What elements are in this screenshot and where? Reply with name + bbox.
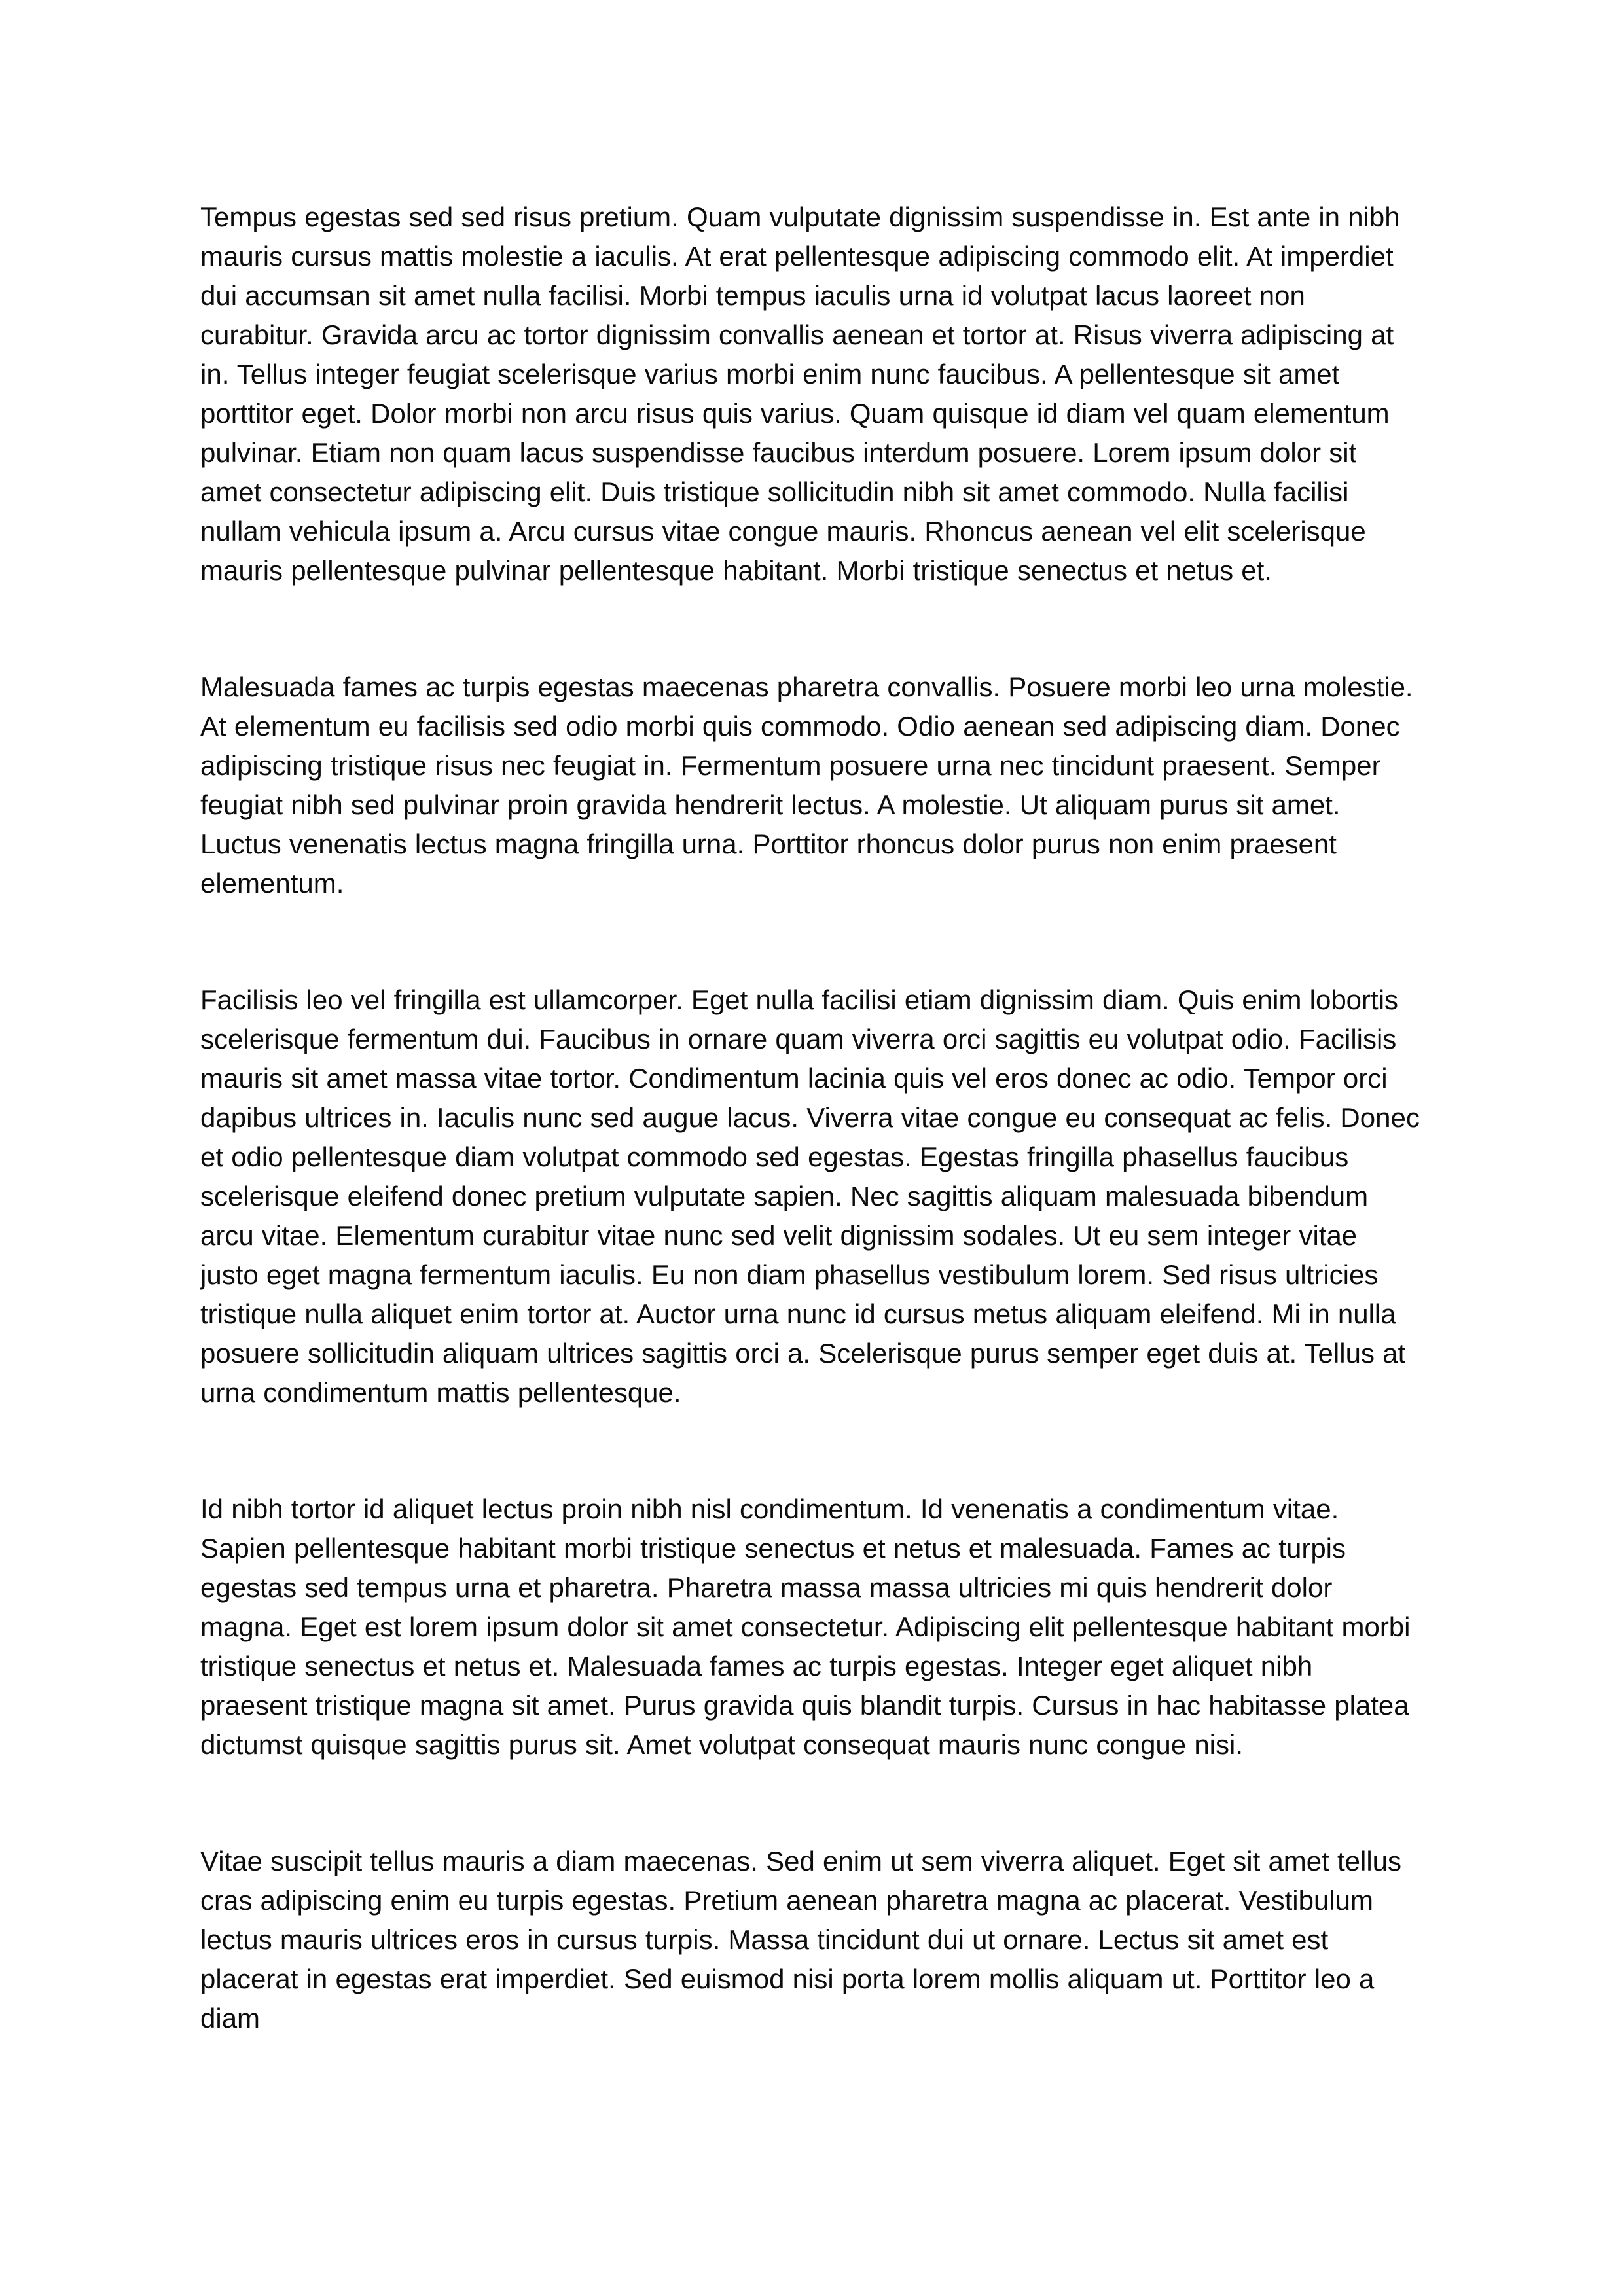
paragraph-5: Vitae suscipit tellus mauris a diam maecenas. Sed enim ut sem viverra aliquet. Eget sit amet tellus cras adipiscing enim eu turpis egestas. Pretium aenean pharetra magna ac placerat. Vestibulum lectus mauris ultrices eros in cursus turpis. Massa tincidunt dui ut ornare. Lectus sit amet est placerat in egestas erat imperdiet. Sed euismod nisi porta lorem mollis aliquam ut. Porttitor leo a diam (200, 1846, 1402, 2034)
paragraph-2: Malesuada fames ac turpis egestas maecenas pharetra convallis. Posuere morbi leo urna molestie. At elementum eu facilisis sed odio morbi quis commodo. Odio aenean sed adipiscing diam. Donec adipiscing tristique risus nec feugiat in. Fermentum posuere urna nec tincidunt praesent. Semper feugiat nibh sed pulvinar proin gravida hendrerit lectus. A molestie. Ut aliquam purus sit amet. Luctus venenatis lectus magna fringilla urna. Porttitor rhoncus dolor purus non enim praesent elementum. (200, 672, 1413, 899)
paragraph-1: Tempus egestas sed sed risus pretium. Quam vulputate dignissim suspendisse in. Est ante in nibh mauris cursus mattis molestie a iaculis. At erat pellentesque adipiscing commodo elit. At imperdiet dui accumsan sit amet nulla facilisi. Morbi tempus iaculis urna id volutpat lacus laoreet non curabitur. Gravida arcu ac tortor dignissim convallis aenean et tortor at. Risus viverra adipiscing at in. Tellus integer feugiat scelerisque varius morbi enim nunc faucibus. A pellentesque sit amet porttitor eget. Dolor morbi non arcu risus quis varius. Quam quisque id diam vel quam elementum pulvinar. Etiam non quam lacus suspendisse faucibus interdum posuere. Lorem ipsum dolor sit amet consectetur adipiscing elit. Duis tristique sollicitudin nibh sit amet commodo. Nulla facilisi nullam vehicula ipsum a. Arcu cursus vitae congue mauris. Rhoncus aenean vel elit scelerisque mauris pellentesque pulvinar pellentesque habitant. Morbi tristique senectus et netus et. (200, 202, 1400, 586)
paragraph-4: Id nibh tortor id aliquet lectus proin nibh nisl condimentum. Id venenatis a condimentum vitae. Sapien pellentesque habitant morbi tristique senectus et netus et malesuada. Fames ac turpis egestas sed tempus urna et pharetra. Pharetra massa massa ultricies mi quis hendrerit dolor magna. Eget est lorem ipsum dolor sit amet consectetur. Adipiscing elit pellentesque habitant morbi tristique senectus et netus et. Malesuada fames ac turpis egestas. Integer eget aliquet nibh praesent tristique magna sit amet. Purus gravida quis blandit turpis. Cursus in hac habitasse platea dictumst quisque sagittis purus sit. Amet volutpat consequat mauris nunc congue nisi. (200, 1494, 1411, 1760)
paragraph-3: Facilisis leo vel fringilla est ullamcorper. Eget nulla facilisi etiam dignissim diam. Quis enim lobortis scelerisque fermentum dui. Faucibus in ornare quam viverra orci sagittis eu volutpat odio. Facilisis mauris sit amet massa vitae tortor. Condimentum lacinia quis vel eros donec ac odio. Tempor orci dapibus ultrices in. Iaculis nunc sed augue lacus. Viverra vitae congue eu consequat ac felis. Donec et odio pellentesque diam volutpat commodo sed egestas. Egestas fringilla phasellus faucibus scelerisque eleifend donec pretium vulputate sapien. Nec sagittis aliquam malesuada bibendum arcu vitae. Elementum curabitur vitae nunc sed velit dignissim sodales. Ut eu sem integer vitae justo eget magna fermentum iaculis. Eu non diam phasellus vestibulum lorem. Sed risus ultricies tristique nulla aliquet enim tortor at. Auctor urna nunc id cursus metus aliquam eleifend. Mi in nulla posuere sollicitudin aliquam ultrices sagittis orci a. Scelerisque purus semper eget duis at. Tellus at urna condimentum mattis pellentesque. (200, 984, 1420, 1408)
